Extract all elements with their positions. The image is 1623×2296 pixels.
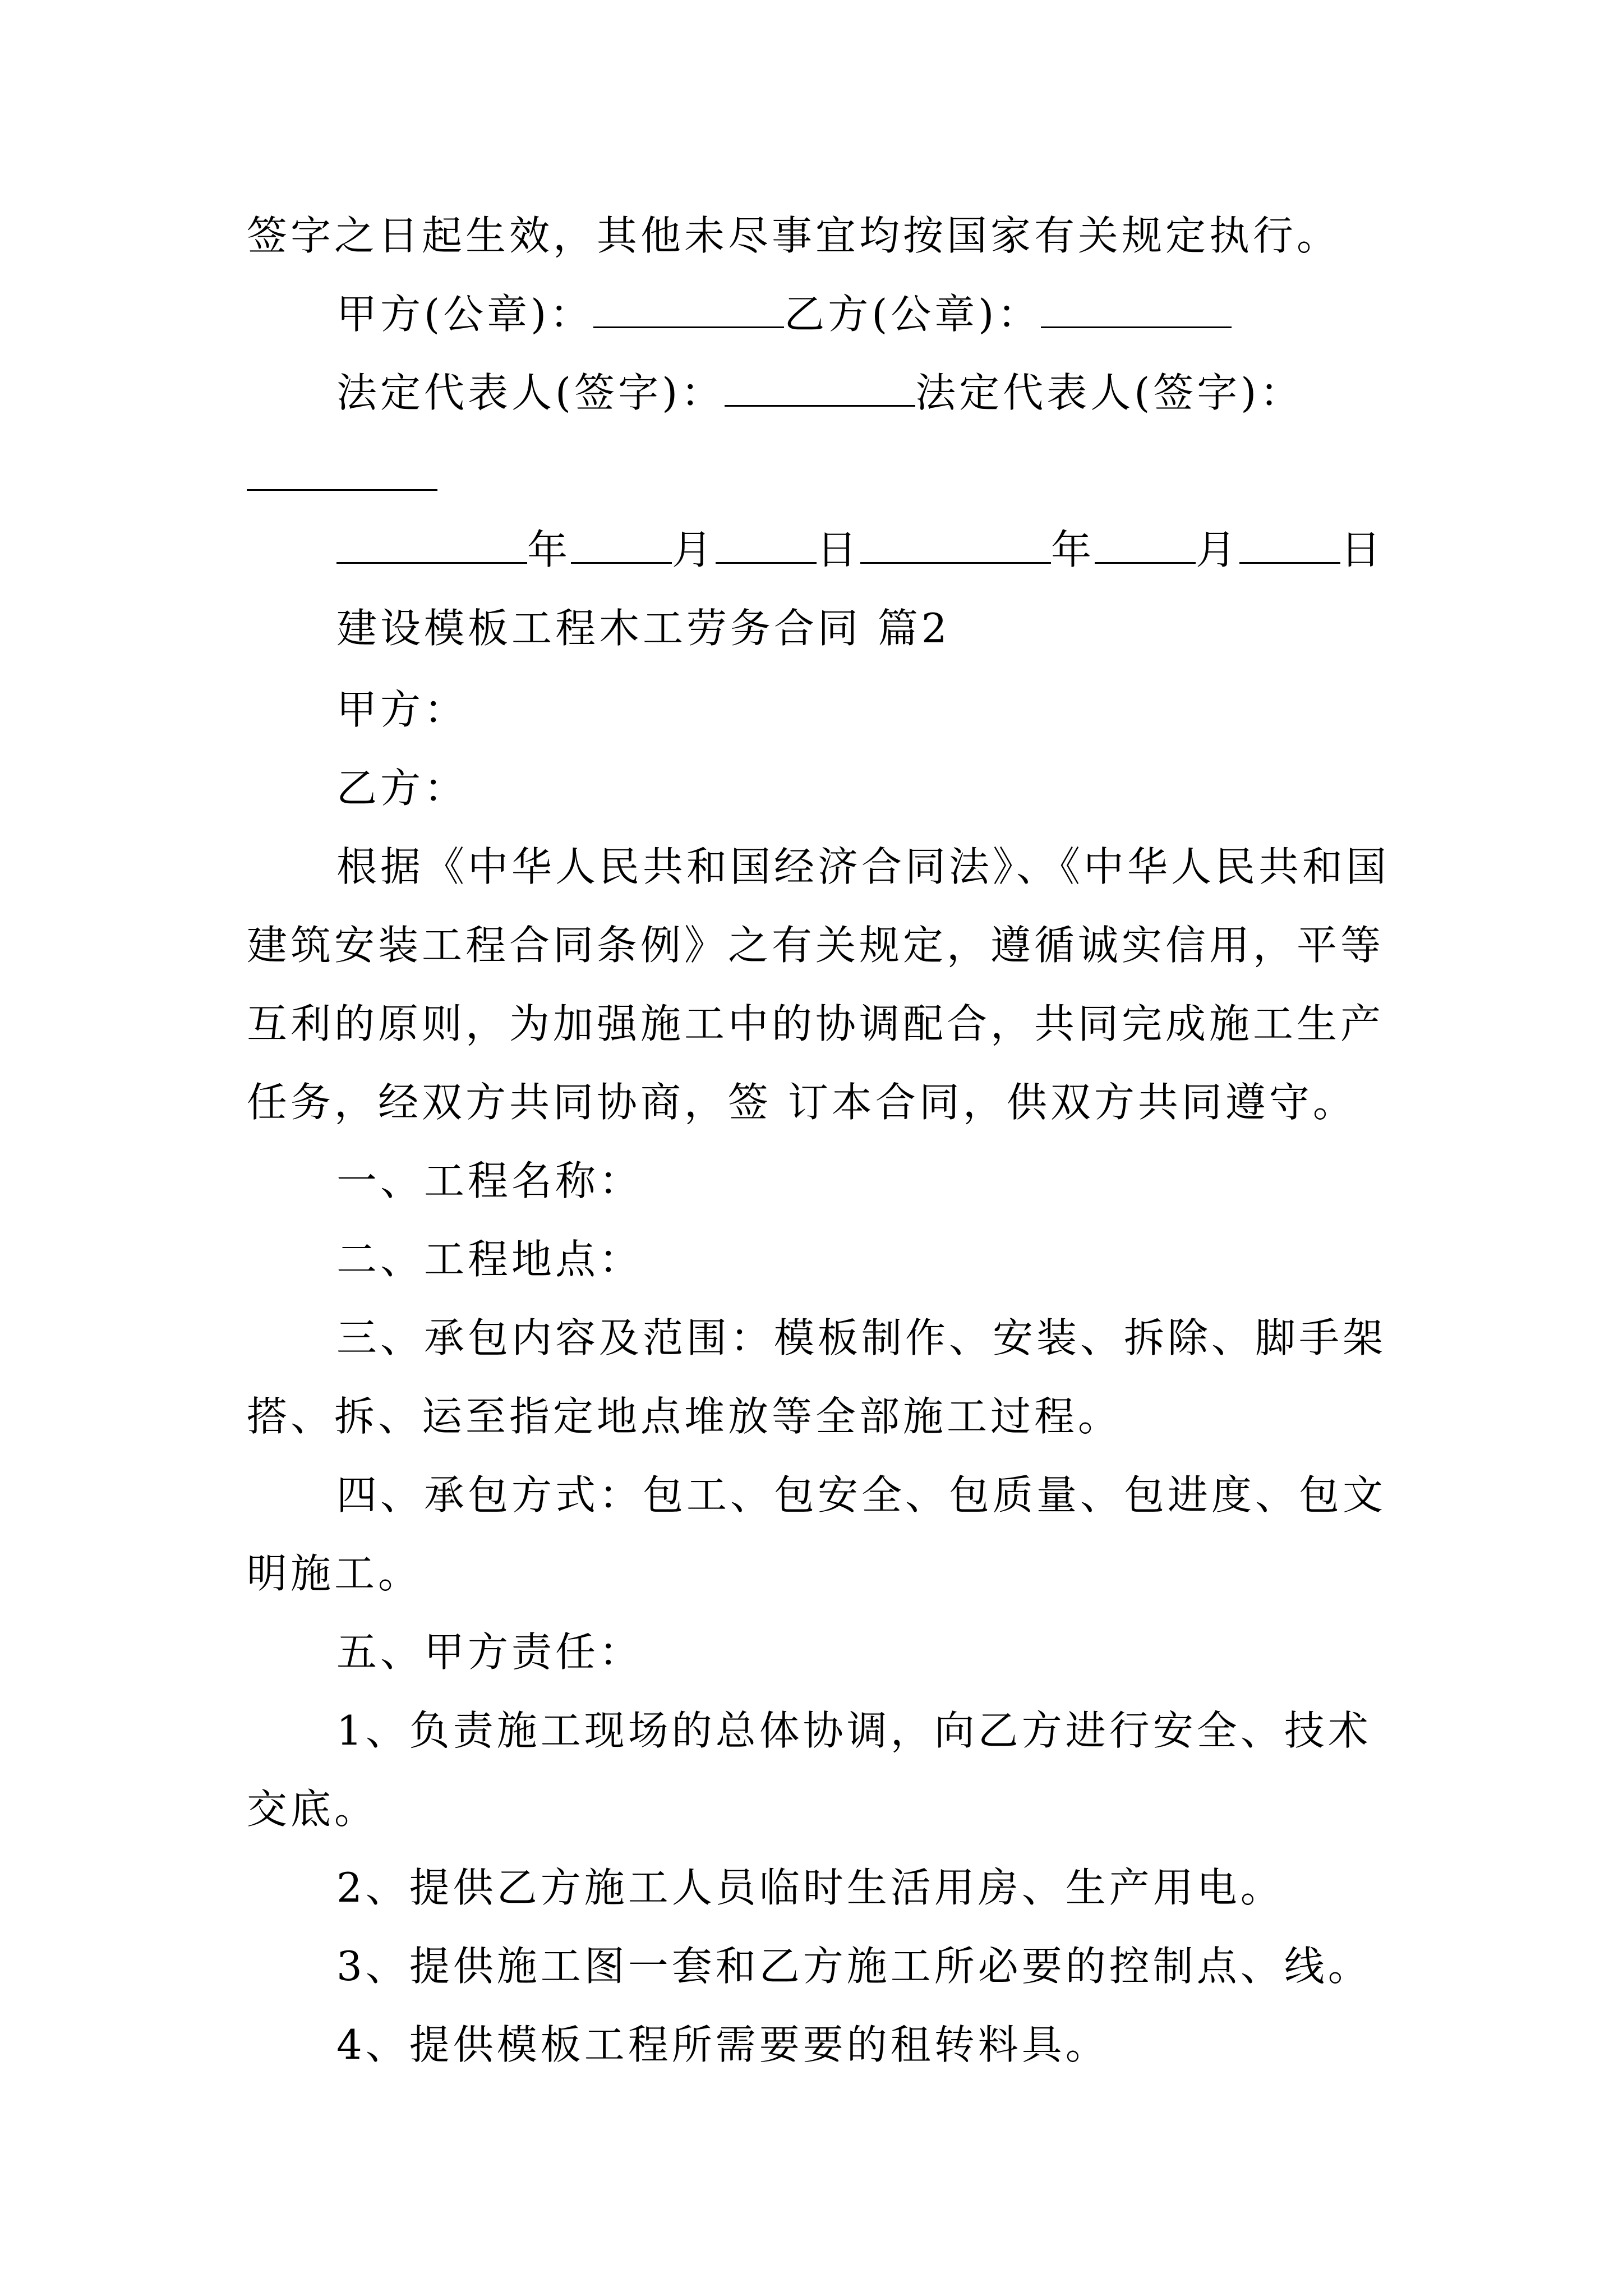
- year-a-label: 年: [527, 526, 571, 573]
- item-line: 4、提供模板工程所需要要的租转料具。: [336, 2021, 1109, 2068]
- clause-line: 搭、拆、运至指定地点堆放等全部施工过程。: [247, 1393, 1122, 1440]
- legal-rep-a-blank: [725, 371, 915, 407]
- item-line: 1、负责施工现场的总体协调，向乙方进行安全、技术: [336, 1707, 1372, 1754]
- section-title: 建设模板工程木工劳务合同 篇2: [336, 605, 951, 652]
- party-b-seal-blank: [1041, 293, 1232, 328]
- month-b-label: 月: [1196, 526, 1240, 573]
- day-a-label: 日: [817, 526, 861, 573]
- paragraph-line: 建筑安装工程合同条例》之有关规定，遵循诚实信用，平等: [247, 922, 1385, 969]
- party-b-line: 乙方：: [336, 765, 468, 812]
- party-a-seal-label: 甲方(公章)：: [336, 291, 594, 338]
- text-line: 签字之日起生效，其他未尽事宜均按国家有关规定执行。: [247, 212, 1341, 259]
- legal-rep-b-label: 法定代表人(签字)：: [915, 369, 1304, 416]
- paragraph-line: 根据《中华人民共和国经济合同法》、《中华人民共和国: [336, 843, 1390, 890]
- day-a-blank: [716, 528, 817, 564]
- year-b-blank: [860, 528, 1051, 564]
- party-a-line: 甲方：: [336, 686, 468, 733]
- month-a-blank: [571, 528, 672, 564]
- legal-rep-a-label: 法定代表人(签字)：: [336, 369, 725, 416]
- year-b-label: 年: [1051, 526, 1095, 573]
- item-line: 3、提供施工图一套和乙方施工所必要的控制点、线。: [336, 1943, 1372, 1990]
- legal-rep-b-blank-line: [247, 449, 1623, 505]
- clause-line: 三、承包内容及范围：模板制作、安装、拆除、脚手架: [336, 1314, 1387, 1361]
- day-b-label: 日: [1340, 526, 1385, 573]
- item-line: 交底。: [247, 1786, 379, 1833]
- paragraph-line: 任务，经双方共同协商，签 订本合同，供双方共同遵守。: [247, 1079, 1357, 1126]
- paragraph-line: 互利的原则，为加强施工中的协调配合，共同完成施工生产: [247, 1000, 1385, 1047]
- item-line: 2、提供乙方施工人员临时生活用房、生产用电。: [336, 1864, 1284, 1911]
- seal-line: [336, 286, 1623, 342]
- party-b-seal-label: 乙方(公章)：: [784, 291, 1041, 338]
- clause-line: 五、甲方责任：: [336, 1628, 643, 1676]
- month-a-label: 月: [672, 526, 716, 573]
- legal-rep-line: [336, 365, 1623, 421]
- date-line: [336, 522, 1623, 578]
- month-b-blank: [1095, 528, 1196, 564]
- legal-rep-b-blank: [247, 455, 437, 491]
- clause-line: 明施工。: [247, 1550, 422, 1597]
- day-b-blank: [1239, 528, 1340, 564]
- clause-line: 一、工程名称：: [336, 1157, 643, 1204]
- clause-line: 二、工程地点：: [336, 1236, 643, 1283]
- party-a-seal-blank: [593, 293, 784, 328]
- year-a-blank: [336, 528, 527, 564]
- clause-line: 四、承包方式：包工、包安全、包质量、包进度、包文: [336, 1471, 1387, 1519]
